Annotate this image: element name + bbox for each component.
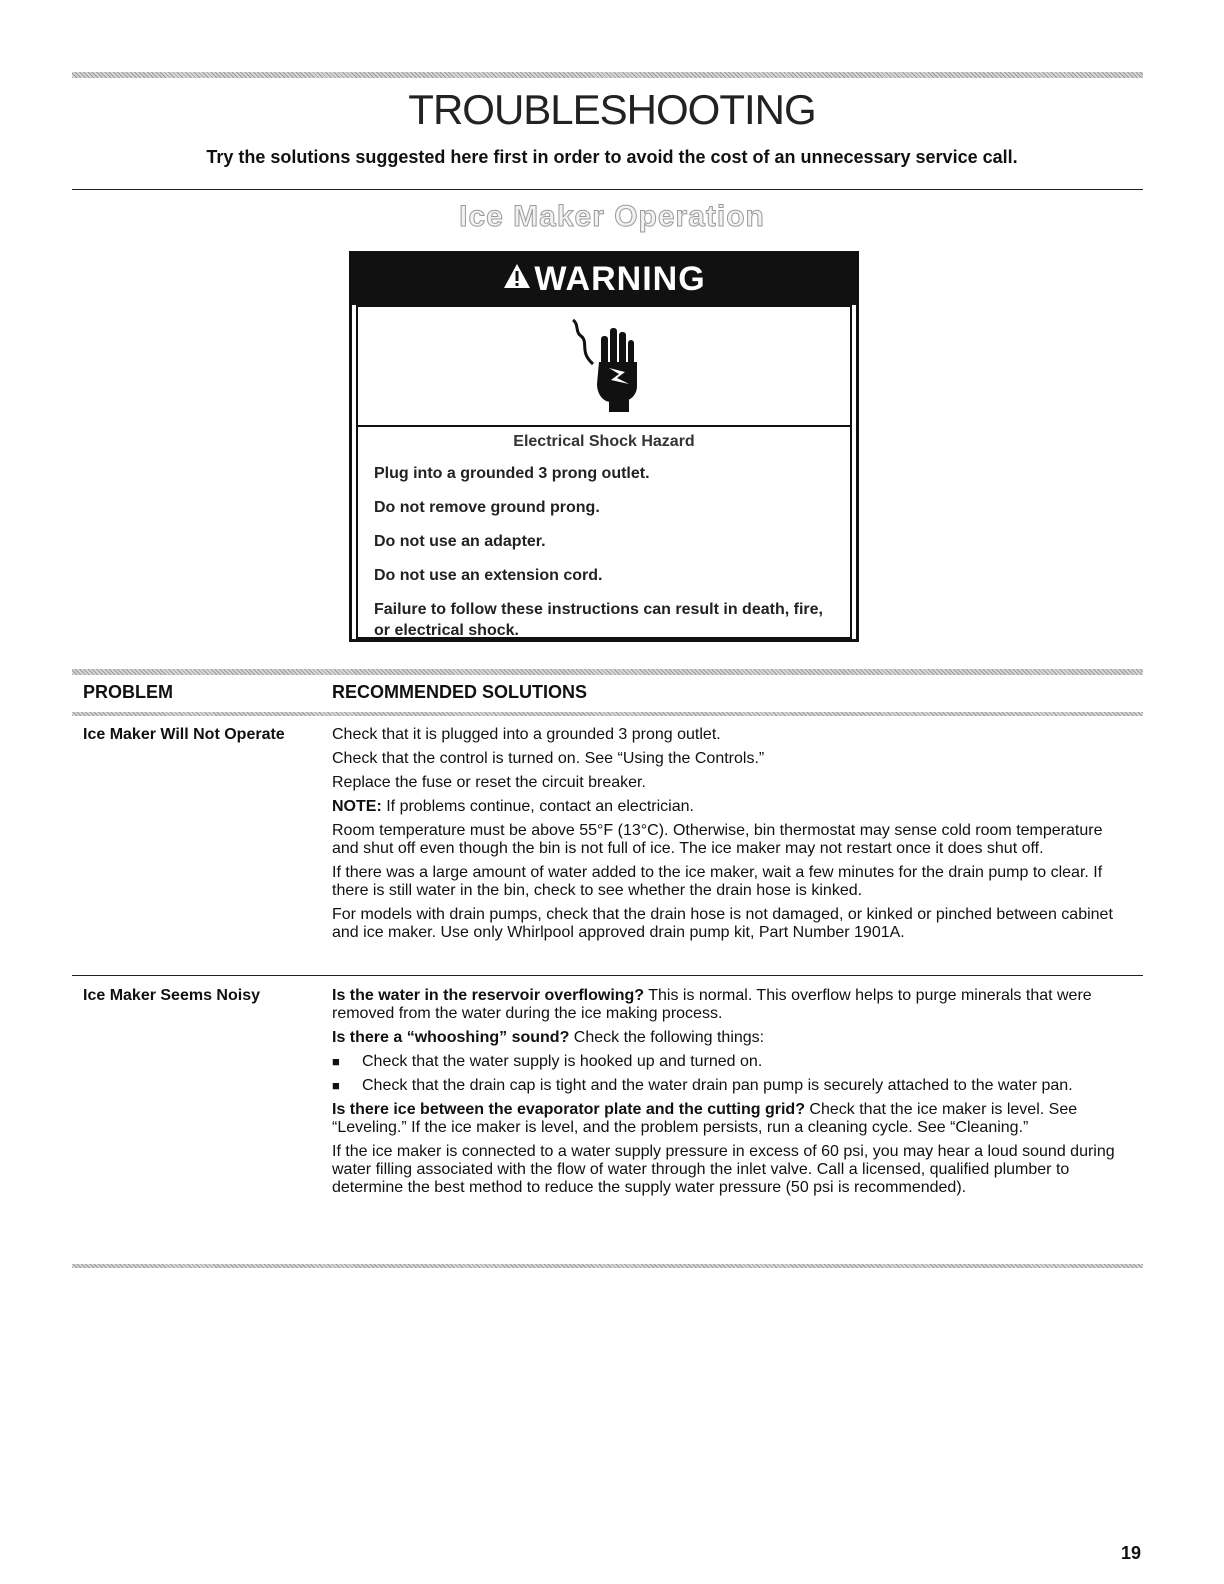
- electrical-shock-hand-icon: [559, 314, 649, 419]
- warning-line: Plug into a grounded 3 prong outlet.: [374, 465, 650, 482]
- section-title: Ice Maker Operation: [459, 200, 765, 233]
- solution-question: Is there a “whooshing” sound?: [332, 1029, 570, 1046]
- warning-line: Failure to follow these instructions can result in death, fire, or electrical shock.: [374, 601, 823, 639]
- solution-paragraph: [332, 822, 1132, 858]
- solution-text: For models with drain pumps, check that the drain hose is not damaged, or kinked or pinched between cabinet and ice maker. Use only Whirlpool approved drain pump kit, Part Number 1901A.: [332, 906, 1113, 941]
- solution-paragraph: [332, 798, 1132, 816]
- table-bottom-hatch: [72, 1264, 1143, 1268]
- solution-paragraph: [332, 774, 1132, 792]
- solution-paragraph: [332, 987, 1132, 1023]
- solution-paragraph: [332, 906, 1132, 942]
- solution-question: NOTE:: [332, 798, 382, 815]
- warning-line: Do not use an extension cord.: [374, 567, 603, 584]
- solution-bullet: [332, 1077, 1132, 1095]
- solution-text: Replace the fuse or reset the circuit breaker.: [332, 774, 646, 791]
- bullet-square-icon: ■: [332, 1054, 340, 1069]
- problem-label: Ice Maker Will Not Operate: [83, 726, 285, 743]
- solution-text: Check that the ice maker is level. See “Leveling.” If the ice maker is level, and the problem persists, run a cleaning cycle. See “Cleaning.”: [332, 1101, 1078, 1136]
- row-divider: [72, 975, 1143, 976]
- table-top-hatch: [72, 669, 1143, 675]
- solution-bullet: [332, 1053, 1132, 1071]
- top-hatch-rule: [72, 72, 1143, 78]
- solution-paragraph: [332, 726, 1132, 744]
- solution-text: Check that it is plugged into a grounded 3 prong outlet.: [332, 726, 721, 743]
- icon-panel: [356, 305, 852, 427]
- warning-line: Do not use an adapter.: [374, 533, 546, 550]
- page-number: 19: [1120, 1543, 1141, 1563]
- solution-question: Is there ice between the evaporator plate and the cutting grid?: [332, 1101, 805, 1118]
- solution-text: This is normal. This overflow helps to purge minerals that were removed from the water during the ice making process.: [332, 987, 1092, 1022]
- header-divider: [72, 189, 1143, 190]
- warning-label: WARNING: [534, 260, 706, 298]
- solution-paragraph: [332, 1101, 1132, 1137]
- problem-label: Ice Maker Seems Noisy: [83, 987, 260, 1004]
- warning-box: [349, 251, 859, 642]
- hazard-title: Electrical Shock Hazard: [513, 433, 695, 450]
- solution-paragraph: [332, 1029, 1132, 1047]
- solution-text: If the ice maker is connected to a water supply pressure in excess of 60 psi, you may hear a loud sound during water filling associated with the flow of water through the inlet valve. Call a licensed, qualified plumber to determine the best method to reduce the supply water pressure (50 psi is recommended).: [332, 1143, 1115, 1196]
- solution-text: If there was a large amount of water added to the ice maker, wait a few minutes for the drain pump to clear. If there is still water in the bin, check to see whether the drain hose is kinked.: [332, 864, 1103, 899]
- solutions-cell: [332, 726, 1132, 948]
- solution-text: Room temperature must be above 55°F (13°C). Otherwise, bin thermostat may sense cold room temperature and shut off even though the bin is not full of ice. The ice maker may not restart once it does shut off.: [332, 822, 1103, 857]
- warning-header: [352, 254, 856, 305]
- solution-text: If problems continue, contact an electrician.: [381, 798, 694, 815]
- bullet-square-icon: ■: [332, 1078, 340, 1093]
- solution-text: Check that the drain cap is tight and the water drain pan pump is securely attached to the water pan.: [362, 1077, 1073, 1094]
- warning-line: Do not remove ground prong.: [374, 499, 600, 516]
- solution-paragraph: [332, 864, 1132, 900]
- column-header-solutions: RECOMMENDED SOLUTIONS: [332, 682, 588, 702]
- solution-question: Is the water in the reservoir overflowing?: [332, 987, 645, 1004]
- column-header-problem: PROBLEM: [83, 682, 173, 702]
- page-subtitle: Try the solutions suggested here first in order to avoid the cost of an unnecessary service call.: [206, 147, 1018, 167]
- solution-text: Check the following things:: [569, 1029, 765, 1046]
- warning-triangle-icon: [502, 260, 532, 299]
- solution-paragraph: [332, 750, 1132, 768]
- table-header-hatch: [72, 712, 1143, 716]
- solution-paragraph: [332, 1143, 1132, 1197]
- solutions-cell: [332, 987, 1132, 1203]
- solution-text: Check that the control is turned on. See “Using the Controls.”: [332, 750, 765, 767]
- warning-text-panel: [356, 427, 852, 639]
- page-title: TROUBLESHOOTING: [408, 86, 816, 133]
- solution-text: Check that the water supply is hooked up and turned on.: [362, 1053, 763, 1070]
